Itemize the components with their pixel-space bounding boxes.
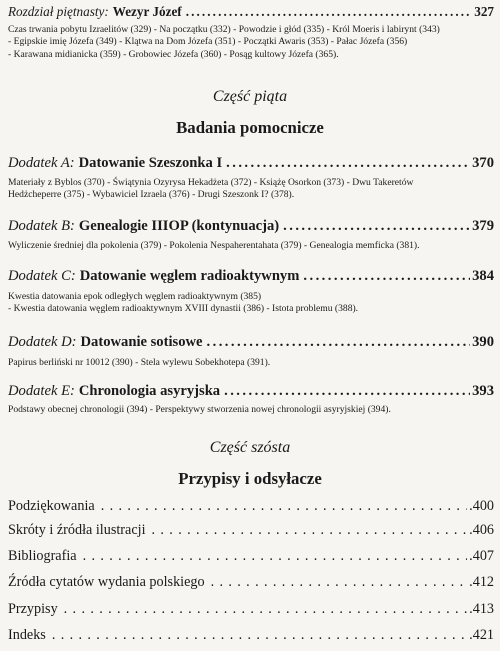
leader-dots — [224, 383, 470, 400]
entry-title: Bibliografia — [8, 548, 77, 564]
appendix-page: 370 — [472, 155, 494, 171]
appendix-page: 384 — [472, 268, 494, 284]
appendix-title: Datowanie węglem radioaktywnym — [79, 268, 300, 284]
subsection-line: - Kwestia datowania węglem radioaktywnym XVIII dynastii (386) - Istota problemu (388). — [8, 303, 359, 315]
leader-dots — [207, 334, 471, 351]
toc-entry — [8, 498, 494, 515]
subsection-line: Kwestia datowania epok odległych węglem radioaktywnym (385) — [8, 291, 262, 302]
part-label: Część szósta — [209, 439, 291, 456]
leader-dots — [101, 498, 467, 515]
subsection-line: Materiały z Byblos (370) - Świątynia Ozyrysa Hekadżeta (372) - Książę Osorkon (373) - Dwu Takeretów — [8, 177, 414, 188]
chapter-heading — [8, 4, 494, 20]
appendix-subsections — [8, 291, 494, 316]
entry-page: .400 — [469, 498, 494, 514]
chapter-page: 327 — [474, 4, 494, 19]
subsection-line: - Karawana midianicka (359) - Grobowiec Józefa (360) - Posąg kultowy Józefa (365). — [8, 48, 339, 60]
appendix-page: 393 — [472, 383, 494, 399]
entry-title: Skróty i źródła ilustracji — [8, 522, 146, 538]
part-title: Badania pomocnicze — [176, 118, 324, 137]
appendix-subsections — [8, 404, 494, 416]
appendix-label: Dodatek D: — [8, 334, 77, 350]
appendix-title: Chronologia asyryjska — [78, 383, 221, 399]
leader-dots — [52, 627, 467, 644]
subsection-line: Wyliczenie średniej dla pokolenia (379) - Pokolenia Nespaherentahata (379) - Genealogia memficka (381). — [8, 240, 420, 251]
appendix-subsections — [8, 357, 494, 369]
chapter-title: Wezyr Józef — [112, 4, 182, 19]
appendix-heading — [8, 218, 494, 235]
chapter-subsections — [8, 24, 494, 61]
toc-entry — [8, 627, 494, 644]
appendix-title: Genealogie IIIOP (kontynuacja) — [78, 218, 280, 234]
part-title: Przypisy i odsyłacze — [178, 469, 322, 488]
subsection-line: Hedżcheperre (375) - Wybawiciel Izraela (376) - Drugi Szeszonk I? (378). — [8, 189, 295, 201]
appendix-heading — [8, 268, 494, 285]
appendix-subsections — [8, 240, 494, 252]
toc-entry — [8, 548, 494, 565]
leader-dots — [303, 268, 470, 285]
appendix-heading — [8, 383, 494, 400]
leader-dots — [152, 522, 468, 539]
subsection-line: - Egipskie imię Józefa (349) - Klątwa na Dom Józefa (351) - Początki Awaris (353) - Pałac Józefa (356) — [8, 36, 408, 48]
entry-title: Źródła cytatów wydania polskiego — [8, 574, 205, 590]
appendix-title: Datowanie sotisowe — [80, 334, 203, 350]
leader-dots — [64, 601, 468, 618]
subsection-line: Czas trwania pobytu Izraelitów (329) - Na początku (332) - Powodzie i głód (335) - Król Moeris i labirynt (343) — [8, 24, 440, 35]
entry-title: Podziękowania — [8, 498, 95, 514]
leader-dots — [283, 218, 470, 235]
part-label: Część piąta — [212, 88, 288, 105]
appendix-label: Dodatek C: — [8, 268, 76, 284]
entry-title: Przypisy — [8, 601, 58, 617]
appendix-label: Dodatek E: — [8, 383, 75, 399]
toc-entry — [8, 601, 494, 618]
leader-dots — [83, 548, 468, 565]
entry-title: Indeks — [8, 627, 46, 643]
appendix-page: 379 — [472, 218, 494, 234]
chapter-label: Rozdział piętnasty: — [8, 4, 109, 19]
appendix-label: Dodatek B: — [8, 218, 75, 234]
appendix-title: Datowanie Szeszonka I — [78, 155, 223, 171]
entry-page: .407 — [469, 548, 494, 564]
subsection-line: Podstawy obecnej chronologii (394) - Perspektywy stworzenia nowej chronologii asyryjskiej (394). — [8, 404, 391, 415]
entry-page: .413 — [469, 601, 494, 617]
subsection-line: Papirus berliński nr 10012 (390) - Stela wylewu Sobekhotepa (391). — [8, 357, 271, 368]
entry-page: .421 — [469, 627, 494, 643]
leader-dots — [211, 574, 468, 591]
leader-dots — [186, 4, 473, 20]
entry-page: .412 — [469, 574, 494, 590]
appendix-label: Dodatek A: — [8, 155, 75, 171]
toc-entry — [8, 522, 494, 539]
appendix-page: 390 — [472, 334, 494, 350]
leader-dots — [226, 155, 470, 172]
appendix-heading — [8, 334, 494, 351]
appendix-heading — [8, 155, 494, 172]
toc-entry — [8, 574, 494, 591]
entry-page: .406 — [469, 522, 494, 538]
appendix-subsections — [8, 177, 494, 202]
